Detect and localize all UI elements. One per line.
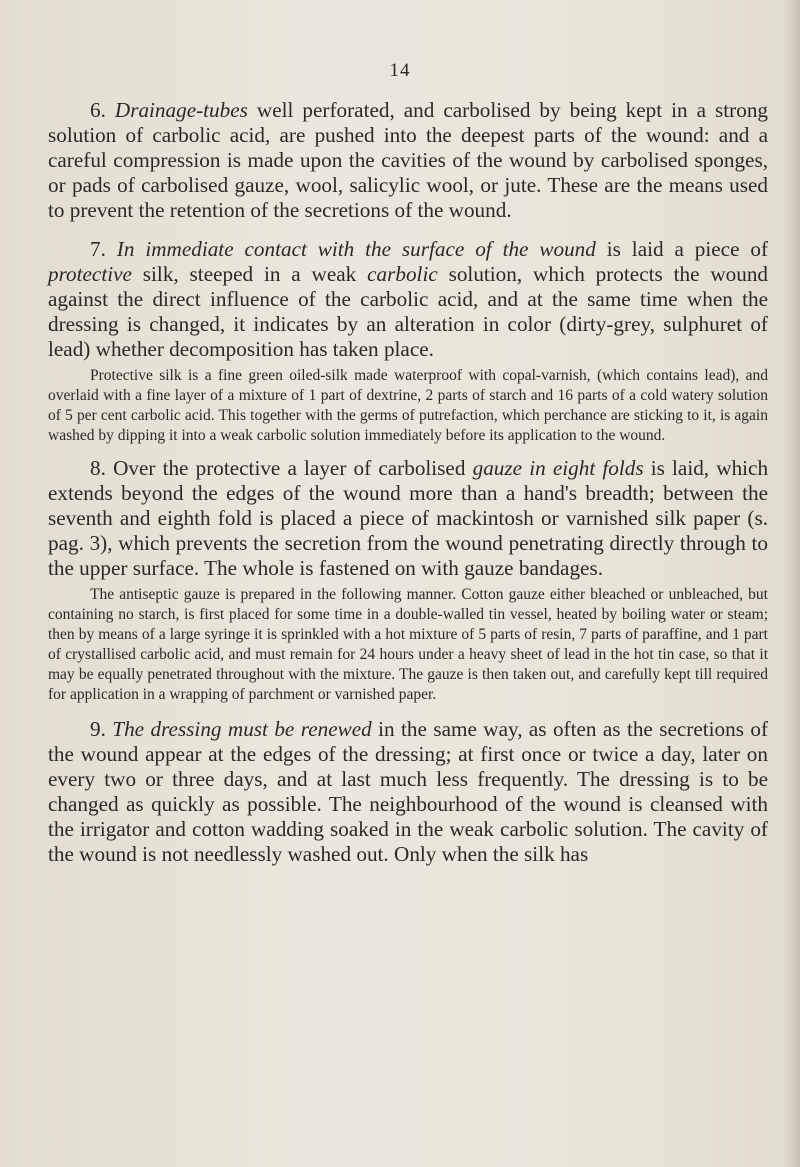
italic-term: carbolic bbox=[367, 262, 438, 286]
paragraph-6 bbox=[48, 98, 768, 223]
paragraph-text: in the same way, as often as the secretions of the wound appear at the edges of the dressing; at first once or twice a day, later on every two or three days, and at last much less frequently. The dressing is to be changed as quickly as possible. The neighbourhood of the wound is cleansed with the irrigator and cotton wadding soaked in the weak carbolic solution. The cavity of the wound is not needlessly washed out. Only when the silk has bbox=[48, 717, 769, 866]
paragraph-number: 9. bbox=[90, 717, 106, 741]
paragraph-8 bbox=[48, 456, 768, 581]
note-antiseptic-gauze: The antiseptic gauze is prepared in the following manner. Cotton gauze either bleached or unbleached, but containing no starch, is first placed for some time in a double-walled tin vessel, heated by boiling water or steam; then by means of a large syringe it is sprinkled with a hot mixture of 5 parts of resin, 7 parts of paraffine, and 1 part of crystallised carbolic acid, and must remain for 24 hours under a heavy sheet of lead in the hot tin case, so that it may be equally penetrated throughout with the mixture. The gauze is then taken out, and carefully kept till required for application in a wrapping of parchment or varnished paper. bbox=[48, 586, 768, 703]
italic-term: gauze in eight folds bbox=[472, 456, 644, 480]
paragraph-number: 7. bbox=[90, 237, 106, 261]
italic-term: protective bbox=[48, 262, 132, 286]
paragraph-text: is laid a piece of bbox=[606, 237, 769, 261]
paragraph-text: is laid, which extends beyond the edges of the wound more than a hand's breadth; between the seventh and eighth fold is placed a piece of mackintosh or varnished silk paper (s. pag. 3), which prevents the secretion from the wound penetrating directly through to the upper surface. The whole is fastened on with gauze bandages. bbox=[48, 456, 769, 580]
paragraph-number: 8. bbox=[90, 456, 106, 480]
paragraph-7 bbox=[48, 237, 768, 362]
paragraph-9 bbox=[48, 717, 768, 867]
paragraph-text: solution, which protects the wound against the direct influence of the carbolic acid, and at the same time when the dressing is changed, it indicates by an alteration in color (dirty-grey, sulphuret of lead) whether decomposition has taken place. bbox=[48, 262, 769, 361]
body-text bbox=[48, 98, 768, 867]
italic-term: Drainage-tubes bbox=[114, 98, 248, 122]
paragraph-text: Over the protective a layer of carbolised bbox=[113, 456, 466, 480]
paragraph-text: silk, steeped in a weak bbox=[142, 262, 357, 286]
page-edge-shadow bbox=[786, 0, 800, 1167]
paragraph-number: 6. bbox=[90, 98, 106, 122]
page-number: 14 bbox=[389, 60, 411, 81]
italic-term: In immediate contact with the surface of the wound bbox=[116, 237, 596, 261]
paragraph-text: well perforated, and carbolised by being kept in a strong solution of carbolic acid, are pushed into the deepest parts of the wound: and a careful compression is made upon the cavities of the wound by carbolised sponges, or pads of carbolised gauze, wool, salicylic wool, or jute. These are the means used to prevent the retention of the secretions of the wound. bbox=[48, 98, 769, 222]
note-protective-silk: Protective silk is a fine green oiled-silk made waterproof with copal-varnish, (which contains lead), and overlaid with a fine layer of a mixture of 1 part of dextrine, 2 parts of starch and 16 parts of a cold watery solution of 5 per cent carbolic acid. This together with the germs of putrefaction, which perchance are sticking to it, is again washed by dipping it into a weak carbolic solution immediately before its application to the wound. bbox=[48, 367, 768, 444]
italic-term: The dressing must be renewed bbox=[112, 717, 372, 741]
